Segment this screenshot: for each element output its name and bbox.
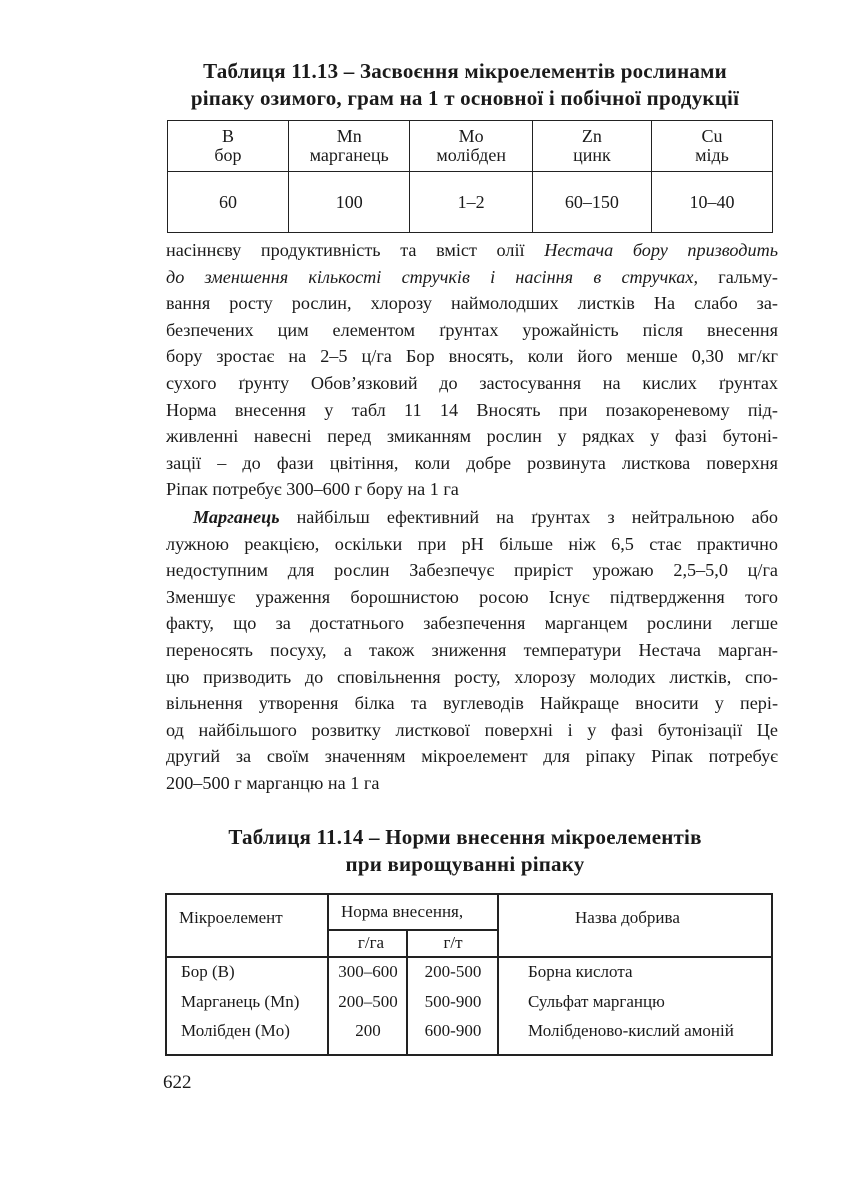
text-line: бору зростає на 2–5 ц/га Бор вносять, коли його менше 0,30 мг/кг [166, 346, 778, 367]
text-line [166, 264, 778, 291]
element-symbol: B [221, 126, 234, 146]
element-name: бор [214, 145, 242, 165]
table-cell: Бор (B) [181, 962, 235, 981]
table-cell: 600-900 [424, 1021, 482, 1040]
header-rate: Норма внесення, [341, 902, 464, 921]
text-line: вільнення утворення білка та вуглеводів Найкраще вносити у пері- [166, 693, 778, 714]
column-header [410, 121, 532, 172]
text-line: другий за своїм значенням мікроелемент для ріпаку Ріпак потребує [166, 746, 778, 767]
column-header [168, 121, 289, 172]
table-cell: 200–500 [338, 992, 398, 1011]
element-symbol: Mo [458, 126, 484, 146]
table-cell: Сульфат марганцю [528, 992, 665, 1011]
text-line: зації – до фази цвітіння, коли добре розвинута листкова поверхня [166, 452, 778, 473]
text-line: од найбільшого розвитку листкової поверхні і у фазі бутонізації Це [166, 719, 778, 740]
text-span: насіннєву продуктивність та вміст олії [166, 240, 545, 260]
column-header [532, 121, 651, 172]
table-cell: 10–40 [651, 172, 772, 233]
table-rule [771, 893, 773, 1056]
text-line: безпечених цим елементом ґрунтах урожайність після внесення [166, 319, 778, 340]
table-rule [327, 929, 497, 931]
table-title-line: ріпаку озимого, грам на 1 т основної і побічної продукції [190, 86, 740, 110]
text-line [166, 237, 778, 264]
text-line: Зменшує ураження борошнистою росою Існує підтвердження того [166, 586, 778, 607]
column-header [288, 121, 410, 172]
table-rule [406, 929, 408, 1056]
text-line: Норма внесення у табл 11 14 Вносять при позакореневому під- [166, 399, 778, 420]
element-symbol: Zn [581, 126, 602, 146]
text-line [166, 504, 778, 531]
table-cell: 60–150 [532, 172, 651, 233]
column-header [651, 121, 772, 172]
table-cell: 300–600 [338, 962, 398, 981]
table-rule [165, 956, 773, 958]
table-cell: Марганець (Mn) [181, 992, 300, 1011]
table-rule [165, 1054, 773, 1056]
element-name: цинк [573, 145, 611, 165]
table-cell: Борна кислота [528, 962, 633, 981]
header-fertilizer: Назва добрива [575, 908, 680, 927]
text-line: 200–500 г марганцю на 1 га [166, 772, 380, 793]
text-line: живленні навесні перед змиканням рослин у рядках у фазі бутоні- [166, 426, 778, 447]
table-title-line: при вирощуванні ріпаку [345, 852, 585, 876]
table-rule [165, 893, 167, 1056]
text-line: недоступним для рослин Забезпечує приріст урожаю 2,5–5,0 ц/га [166, 560, 778, 581]
element-name: молібден [436, 145, 506, 165]
element-name: марганець [309, 145, 389, 165]
text-line: вання росту рослин, хлорозу наймолодших листків На слабо за- [166, 293, 778, 314]
body-paragraph-boron [166, 237, 778, 503]
table-11-14-title [150, 824, 780, 878]
text-line: Ріпак потребує 300–600 г бору на 1 га [166, 479, 459, 500]
table-rule [165, 893, 773, 895]
header-rate-t: г/т [443, 933, 463, 952]
text-line: лужною реакцією, оскільки при pH більше ніж 6,5 стає практично [166, 533, 778, 554]
table-title-line: Таблиця 11.13 – Засвоєння мікроелементів рослинами [203, 59, 727, 83]
element-symbol: Mn [336, 126, 362, 146]
table-cell: 100 [288, 172, 410, 233]
text-line: цю призводить до сповільнення росту, хлорозу молодих листків, спо- [166, 666, 778, 687]
table-cell: 1–2 [410, 172, 532, 233]
element-symbol: Cu [701, 126, 723, 146]
table-rule [327, 893, 329, 1056]
table-title-line: Таблиця 11.14 – Норми внесення мікроелементів [228, 825, 702, 849]
header-rate-ha: г/га [357, 933, 385, 952]
table-11-14 [165, 893, 773, 1056]
table-rule [497, 893, 499, 1056]
table-cell: 500-900 [424, 992, 482, 1011]
bold-italic-term: Марганець [193, 507, 280, 527]
table-header-row [168, 121, 773, 172]
italic-text: до зменшення кількості стручків і насіння в стручках, [166, 266, 699, 287]
text-span: найбільш ефективний на ґрунтах з нейтральною або [279, 507, 778, 527]
italic-text: Нестача бору призводить [544, 240, 778, 260]
table-cell: 200 [355, 1021, 381, 1040]
header-element: Мікроелемент [179, 908, 283, 927]
table-11-13 [167, 120, 773, 233]
text-line: сухого ґрунту Обов’язковий до застосування на кислих ґрунтах [166, 372, 778, 393]
text-line: факту, що за достатнього забезпечення марганцем рослини легше [166, 613, 778, 634]
table-cell: 60 [168, 172, 289, 233]
table-cell: 200-500 [424, 962, 482, 981]
body-paragraph-manganese [166, 504, 778, 797]
text-line: переносять посуху, а також зниження температури Нестача марган- [166, 639, 778, 660]
table-cell: Молібден (Mo) [181, 1021, 290, 1040]
element-name: мідь [695, 145, 729, 165]
table-cell: Молібденово-кислий амоній [528, 1021, 734, 1040]
table-11-13-title [150, 58, 780, 112]
page-number: 622 [163, 1072, 192, 1093]
table-row [168, 172, 773, 233]
text-span: гальму- [698, 266, 778, 287]
